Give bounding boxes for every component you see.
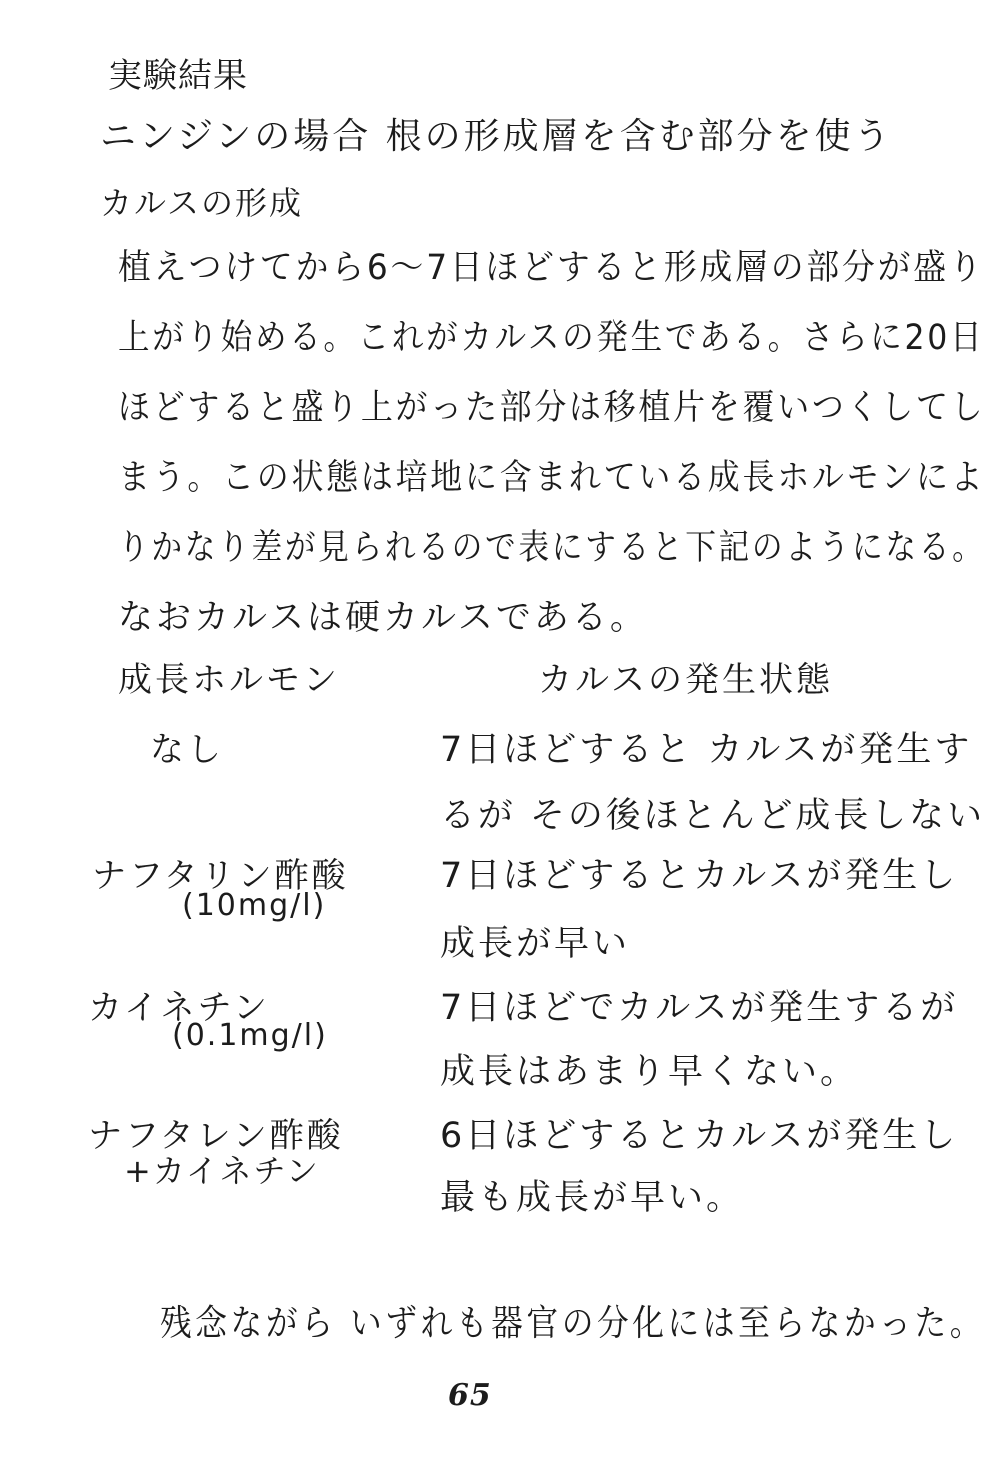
- result-line: 7日ほどすると カルスが発生す: [440, 730, 973, 770]
- result-line: 成長が早い: [440, 924, 631, 964]
- hormone-name: ナフタレン酢酸: [88, 1116, 344, 1156]
- paragraph-line: りかなり差が見られるので表にすると下記のようになる。: [118, 528, 986, 568]
- paragraph-line: 上がり始める。これがカルスの発生である。さらに20日: [118, 318, 985, 358]
- table-header-callus-state: カルスの発生状態: [538, 660, 833, 700]
- material-note: ニンジンの場合 根の形成層を含む部分を使う: [100, 116, 893, 157]
- hormone-concentration: (0.1mg/l): [172, 1018, 328, 1053]
- hormone-concentration: +カイネチン: [124, 1152, 320, 1190]
- table-header-hormone: 成長ホルモン: [118, 660, 340, 700]
- section-title: カルスの形成: [100, 184, 304, 222]
- result-line: 最も成長が早い。: [440, 1178, 745, 1218]
- hormone-name: ナフタリン酢酸: [92, 856, 349, 896]
- paragraph-line: まう。この状態は培地に含まれている成長ホルモンによ: [118, 458, 986, 498]
- paragraph-line: 植えつけてから6〜7日ほどすると形成層の部分が盛り: [118, 248, 985, 288]
- result-line: 成長はあまり早くない。: [440, 1052, 859, 1092]
- page-number: 65: [448, 1378, 492, 1413]
- result-line: 6日ほどするとカルスが発生し: [440, 1116, 959, 1156]
- result-line: 7日ほどするとカルスが発生し: [440, 856, 959, 896]
- page-heading: 実験結果: [108, 56, 248, 96]
- hormone-name: カイネチン: [88, 988, 270, 1028]
- hormone-name: なし: [150, 730, 224, 770]
- result-line: るが その後ほとんど成長しない: [440, 796, 986, 836]
- result-line: 7日ほどでカルスが発生するが: [440, 988, 959, 1028]
- paragraph-line: ほどすると盛り上がった部分は移植片を覆いつくしてし: [118, 388, 986, 428]
- conclusion: 残念ながら いずれも器官の分化には至らなかった。: [160, 1303, 986, 1344]
- paragraph-line: なおカルスは硬カルスである。: [118, 598, 648, 638]
- hormone-concentration: (10mg/l): [182, 888, 327, 923]
